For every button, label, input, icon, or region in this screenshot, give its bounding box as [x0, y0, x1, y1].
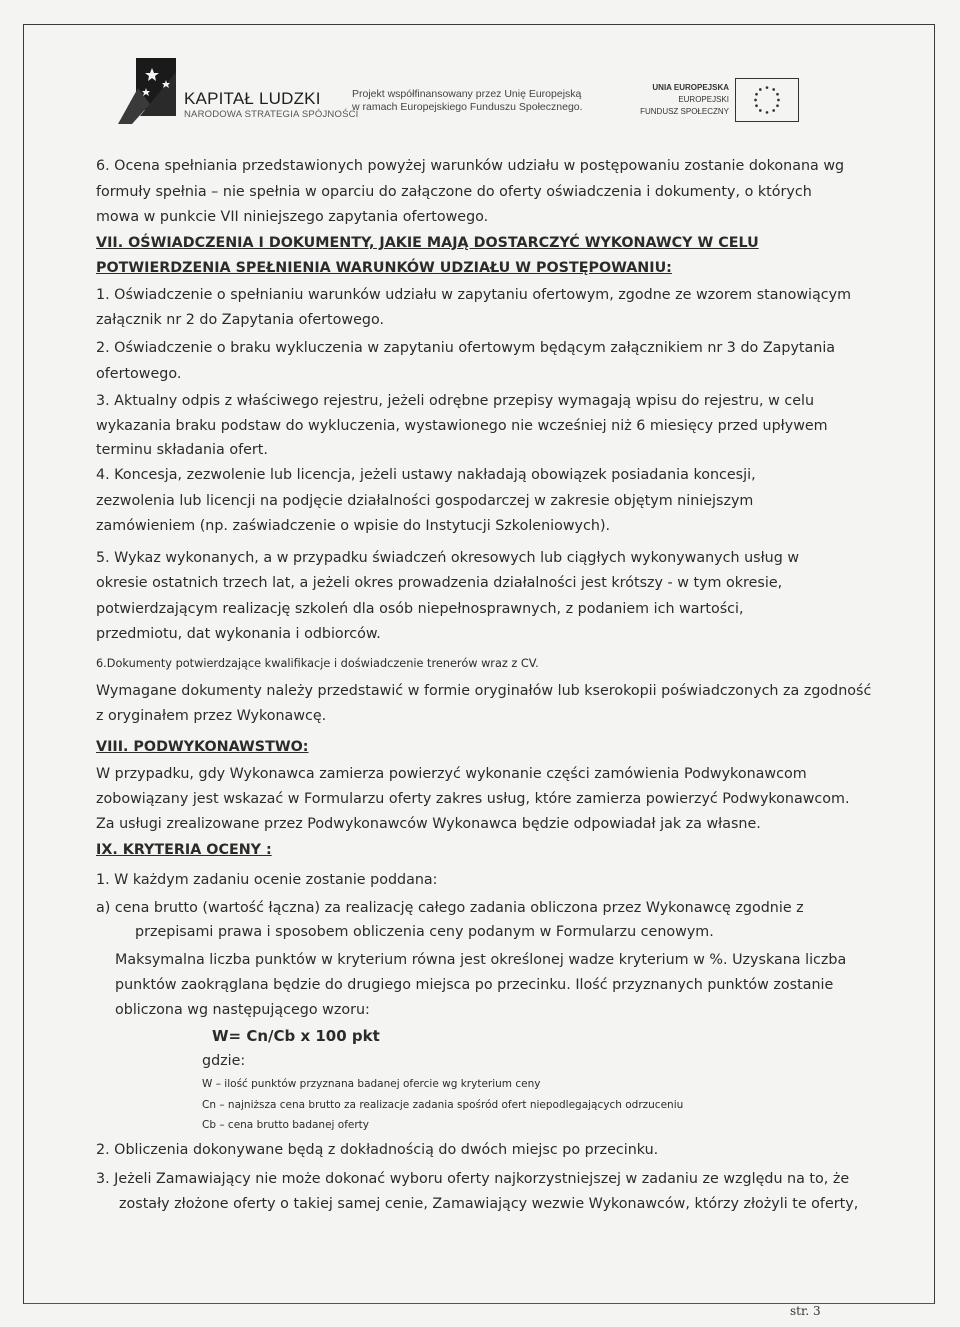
item-4-line: 4. Koncesja, zezwolenie lub licencja, jeżeli ustawy nakładają obowiązek posiadania koncesji,: [96, 467, 756, 483]
kapital-ludzki-logo: [118, 58, 176, 124]
definition-cn: Cn – najniższa cena brutto za realizacje zadania spośród ofert niepodlegających odrzuceniu: [202, 1099, 684, 1111]
project-note: [352, 88, 583, 114]
max-points-line: Maksymalna liczba punktów w kryterium równa jest określonej wadze kryterium w %. Uzyskana liczba: [115, 952, 847, 968]
section-viii-line: zobowiązany jest wskazać w Formularzu oferty zakres usług, które zamierza powierzyć Podwykonawcom.: [96, 791, 850, 807]
eu-label: [625, 82, 729, 118]
criterion-2: 2. Obliczenia dokonywane będą z dokładnością do dwóch miejsc po przecinku.: [96, 1142, 659, 1158]
project-line: Projekt współfinansowany przez Unię Europejską: [352, 88, 582, 100]
formula: W= Cn/Cb x 100 pkt: [212, 1027, 380, 1045]
requirement-line: Wymagane dokumenty należy przedstawić w formie oryginałów lub kserokopii poświadczonych za zgodność: [96, 683, 872, 699]
eu-flag-icon: [735, 78, 799, 122]
item-6: 6.Dokumenty potwierdzające kwalifikacje i doświadczenie trenerów wraz z CV.: [96, 657, 539, 670]
item-1-line: załącznik nr 2 do Zapytania ofertowego.: [96, 312, 385, 328]
eu-line: UNIA EUROPEJSKA: [652, 83, 729, 92]
item-1-line: 1. Oświadczenie o spełnianiu warunków udziału w zapytaniu ofertowym, zgodne ze wzorem stanowiącym: [96, 287, 852, 303]
paragraph-6-line: mowa w punkcie VII niniejszego zapytania ofertowego.: [96, 209, 489, 225]
criterion-a-line: przepisami prawa i sposobem obliczenia ceny podanym w Formularzu cenowym.: [135, 924, 714, 940]
criterion-3-line: zostały złożone oferty o takiej samej cenie, Zamawiający wezwie Wykonawców, którzy złożyli te oferty,: [119, 1196, 859, 1212]
item-5-line: potwierdzającym realizację szkoleń dla osób niepełnosprawnych, z podaniem ich wartości,: [96, 601, 744, 617]
page-number: str. 3: [790, 1304, 821, 1318]
eu-line: EUROPEJSKI: [678, 95, 729, 104]
paragraph-6-line: 6. Ocena spełniania przedstawionych powyżej warunków udziału w postępowaniu zostanie dokonana wg: [96, 158, 845, 174]
section-vii-heading: POTWIERDZENIA SPEŁNIENIA WARUNKÓW UDZIAŁU W POSTĘPOWANIU:: [96, 260, 672, 276]
item-3-line: wykazania braku podstaw do wykluczenia, wystawionego nie wcześniej niż 6 miesięcy przed upływem: [96, 418, 828, 434]
project-line: w ramach Europejskiego Funduszu Społecznego.: [352, 101, 583, 113]
kl-subtitle: NARODOWA STRATEGIA SPÓJNOŚCI: [184, 109, 359, 120]
item-4-line: zezwolenia lub licencji na podjęcie działalności gospodarczej w zakresie objętym niniejszym: [96, 493, 754, 509]
section-viii-line: Za usługi zrealizowane przez Podwykonawców Wykonawca będzie odpowiadał jak za własne.: [96, 816, 761, 832]
eu-line: FUNDUSZ SPOŁECZNY: [640, 107, 729, 116]
section-vii-heading: VII. OŚWIADCZENIA I DOKUMENTY, JAKIE MAJĄ DOSTARCZYĆ WYKONAWCY W CELU: [96, 235, 759, 251]
item-5-line: 5. Wykaz wykonanych, a w przypadku świadczeń okresowych lub ciągłych wykonywanych usług w: [96, 550, 800, 566]
definition-cb: Cb – cena brutto badanej oferty: [202, 1119, 370, 1131]
formula-where: gdzie:: [202, 1053, 246, 1069]
item-5-line: przedmiotu, dat wykonania i odbiorców.: [96, 626, 381, 642]
criterion-a-line: a) cena brutto (wartość łączna) za realizację całego zadania obliczona przez Wykonawcę zgodnie z: [96, 900, 804, 916]
criterion-1: 1. W każdym zadaniu ocenie zostanie poddana:: [96, 872, 438, 888]
item-4-line: zamówieniem (np. zaświadczenie o wpisie do Instytucji Szkoleniowych).: [96, 518, 611, 534]
section-ix-heading: IX. KRYTERIA OCENY :: [96, 842, 272, 858]
item-3-line: 3. Aktualny odpis z właściwego rejestru, jeżeli odrębne przepisy wymagają wpisu do rejestru, w celu: [96, 393, 815, 409]
item-3-line: terminu składania ofert.: [96, 442, 268, 458]
section-viii-line: W przypadku, gdy Wykonawca zamierza powierzyć wykonanie części zamówienia Podwykonawcom: [96, 766, 807, 782]
max-points-line: punktów zaokrąglana będzie do drugiego miejsca po przecinku. Ilość przyznanych punktów zostanie: [115, 977, 834, 993]
paragraph-6-line: formuły spełnia – nie spełnia w oparciu do załączone do oferty oświadczenia i dokumenty, o których: [96, 184, 812, 200]
item-2-line: 2. Oświadczenie o braku wykluczenia w zapytaniu ofertowym będącym załącznikiem nr 3 do Zapytania: [96, 340, 836, 356]
section-viii-heading: VIII. PODWYKONAWSTWO:: [96, 739, 309, 755]
item-2-line: ofertowego.: [96, 366, 182, 382]
item-5-line: okresie ostatnich trzech lat, a jeżeli okres prowadzenia działalności jest krótszy - w tym okresie,: [96, 575, 783, 591]
requirement-line: z oryginałem przez Wykonawcę.: [96, 708, 327, 724]
kl-title: KAPITAŁ LUDZKI: [184, 89, 321, 108]
max-points-line: obliczona wg następującego wzoru:: [115, 1002, 370, 1018]
criterion-3-line: 3. Jeżeli Zamawiający nie może dokonać wyboru oferty najkorzystniejszej w zadaniu ze względu na to, że: [96, 1171, 850, 1187]
definition-w: W – ilość punktów przyznana badanej ofercie wg kryterium ceny: [202, 1078, 541, 1090]
